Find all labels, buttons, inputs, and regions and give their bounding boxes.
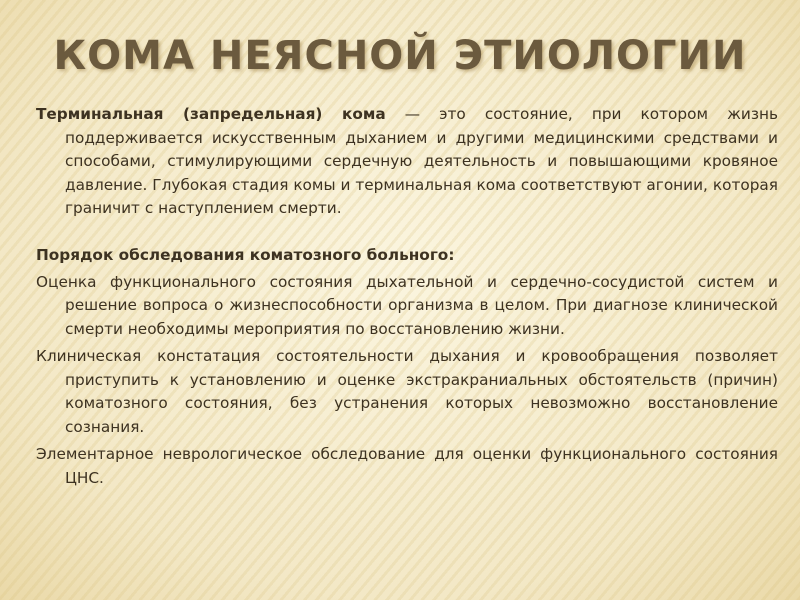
exam-step-3: Элементарное неврологическое обследование для оценки функционального состояния ЦНС. [36, 445, 778, 487]
slide-title: КОМА НЕЯСНОЙ ЭТИОЛОГИИ [53, 33, 747, 79]
exam-step-1: Оценка функционального состояния дыхательной и сердечно-сосудистой систем и решение вопроса о жизнеспособности организма в целом. При диагнозе клинической смерти необходимы мероприятия по восстановлению жизни. [36, 272, 778, 338]
slide-content [36, 103, 778, 490]
definition-paragraph [36, 103, 778, 221]
term-label: Терминальная (запредельная) кома [36, 105, 386, 123]
definition-text: — это состояние, при котором жизнь поддерживается искусственным дыханием и другими медицинскими средствами и способами, стимулирующими сердечную деятельность и повышающими кровяное давление. Глубокая стадия комы и терминальная кома соответствуют агонии, которая граничит с наступлением смерти. [65, 105, 778, 217]
exam-heading: Порядок обследования коматозного больного: [36, 246, 455, 264]
exam-step-2: Клиническая констатация состоятельности дыхания и кровообращения позволяет приступить к установлению и оценке экстракраниальных обстоятельств (причин) коматозного состояния, без устранения которых невозможно восстановление сознания. [36, 347, 778, 436]
